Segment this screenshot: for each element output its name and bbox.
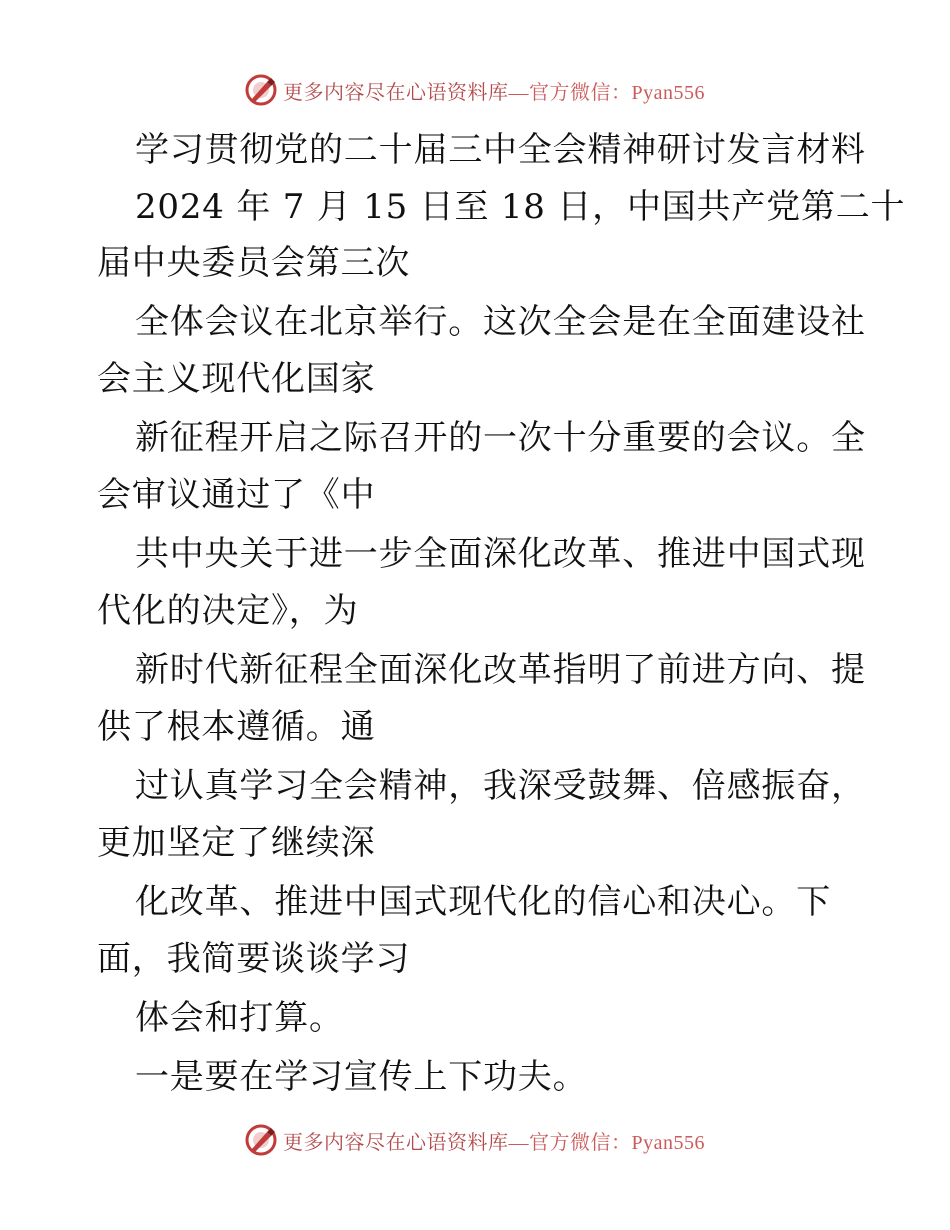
text-line: 新征程开启之际召开的一次十分重要的会议。全 <box>135 418 866 458</box>
text-line: 共中央关于进一步全面深化改革、推进中国式现 <box>135 534 866 574</box>
watermark-contact-text: —官方微信：Pyan556 <box>508 81 705 104</box>
pen-logo-icon <box>245 74 277 106</box>
watermark-text <box>283 76 705 105</box>
pen-logo-icon <box>245 1124 277 1156</box>
document-title: 学习贯彻党的二十届三中全会精神研讨发言材料 <box>135 130 866 170</box>
text-line: 体会和打算。 <box>135 998 344 1038</box>
text-line: 化改革、推进中国式现代化的信心和决心。下 <box>135 882 831 922</box>
text-line: 代化的决定》，为 <box>97 591 359 631</box>
watermark-text <box>283 1126 705 1155</box>
watermark-site-text: 更多内容尽在心语资料库 <box>283 81 509 104</box>
footer-watermark <box>0 1120 950 1160</box>
section-heading: 一是要在学习宣传上下功夫。 <box>135 1057 588 1097</box>
header-watermark <box>0 70 950 110</box>
watermark-contact-text: —官方微信：Pyan556 <box>508 1131 705 1154</box>
text-line: 过认真学习全会精神，我深受鼓舞、倍感振奋， <box>135 766 866 806</box>
text-line: 会主义现代化国家 <box>97 359 376 399</box>
text-line: 新时代新征程全面深化改革指明了前进方向、提 <box>135 650 866 690</box>
text-line: 面，我简要谈谈学习 <box>97 939 411 979</box>
watermark-site-text: 更多内容尽在心语资料库 <box>283 1131 509 1154</box>
text-line: 供了根本遵循。通 <box>97 707 376 747</box>
text-line: 届中央委员会第三次 <box>97 243 411 283</box>
text-line: 2024 年 7 月 15 日至 18 日，中国共产党第二十 <box>135 187 906 227</box>
text-line: 会审议通过了《中 <box>97 475 376 515</box>
text-line: 全体会议在北京举行。这次全会是在全面建设社 <box>135 302 866 342</box>
text-line: 更加坚定了继续深 <box>97 823 376 863</box>
